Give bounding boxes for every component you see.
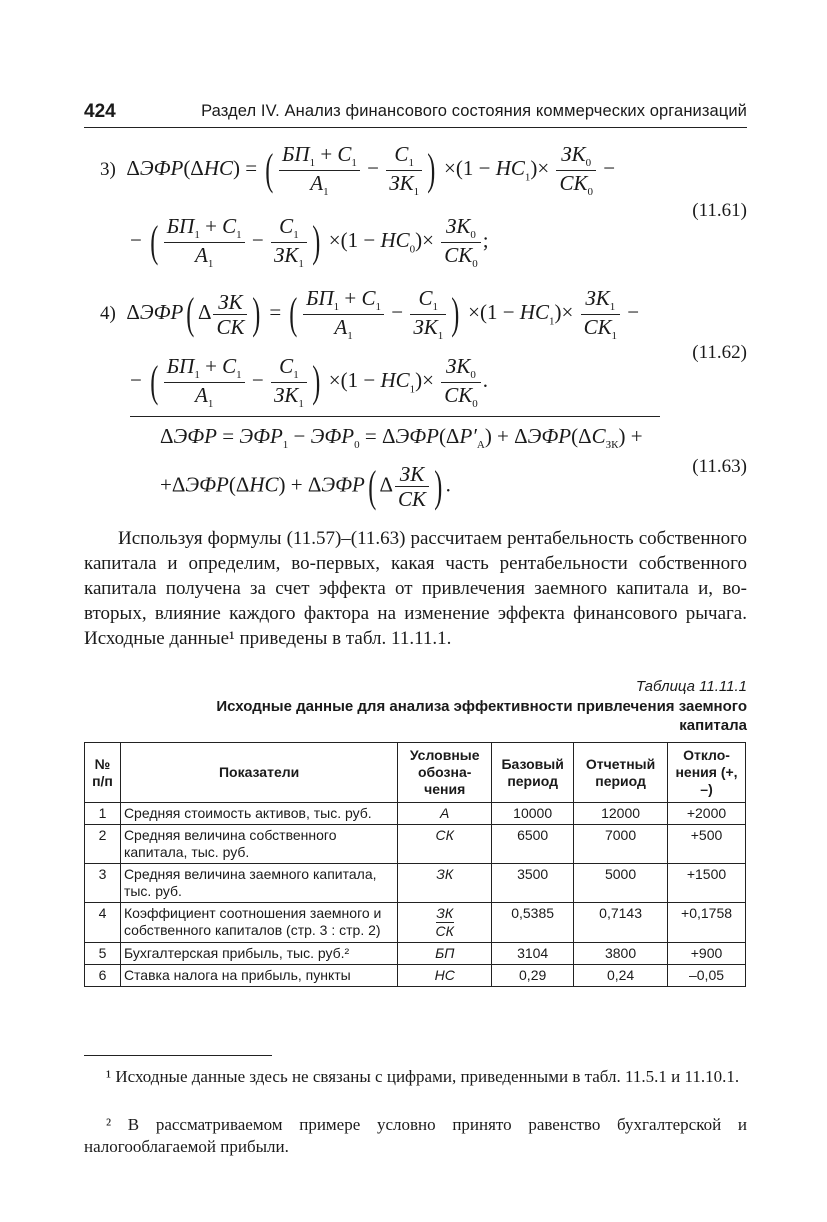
table-row [85, 825, 746, 864]
cell-symbol [398, 903, 492, 943]
cell-report: 5000 [574, 864, 668, 903]
cell-indicator: Средняя стоимость активов, тыс. руб. [120, 803, 397, 825]
cell-symbol: СК [398, 825, 492, 864]
table-title: Исходные данные для анализа эффективности привлечения заемного капитала [216, 698, 747, 734]
cell-symbol: ЗК [398, 864, 492, 903]
equation-number: (11.63) [692, 456, 747, 477]
page-number: 424 [84, 101, 116, 122]
column-header: Показатели [120, 743, 397, 803]
equation-11-62-line1: 4) ΔЭФР( Δ $\frac{ЗК}{СК}$ ) = ( $\frac{БП_1 + С_1}{А_1}$ − $\frac{С_1}{ЗК_1}$ ) $\times(1 - НС_1)\times$ $\frac{ЗК_1}{СК_1}$ − [100, 286, 640, 343]
footnote-1: ¹ Исходные данные здесь не связаны с цифрами, приведенными в табл. 11.5.1 и 11.10.1. [106, 1067, 740, 1086]
equation-11-63-line1: $\Delta ЭФР = ЭФР_1 - ЭФР_0 = \Delta ЭФР(\Delta Р'_А) + \Delta ЭФР(\Delta С_{ЗК})$ + [160, 424, 643, 452]
equation-label: 3) [100, 159, 116, 181]
cell-number: 2 [85, 825, 121, 864]
cell-base: 0,5385 [492, 903, 574, 943]
table-number: Таблица 11.11.1 [635, 678, 747, 695]
table-row [85, 864, 746, 903]
cell-report: 12000 [574, 803, 668, 825]
body-paragraph: Используя формулы (11.57)–(11.63) рассчитаем рентабельность собственного капитала и определим, во-первых, какая часть рентабельности собственного капитала получена за счет эффекта от привлечения заемного капитала и, во-вторых, влияние каждого фактора на изменение эффекта финансового рычага. Исходные данные¹ приведены в табл. 11.11.1. [84, 528, 747, 649]
symbol-fraction [436, 905, 454, 940]
table-row [85, 803, 746, 825]
cell-indicator: Средняя величина собственного капитала, тыс. руб. [120, 825, 397, 864]
data-table [84, 742, 746, 987]
cell-number: 6 [85, 965, 121, 987]
equation-label: 4) [100, 303, 116, 325]
column-header: Откло-нения (+, –) [668, 743, 746, 803]
cell-deviation: +0,1758 [668, 903, 746, 943]
cell-indicator: Ставка налога на прибыль, пункты [120, 965, 397, 987]
cell-symbol: БП [398, 943, 492, 965]
cell-number: 5 [85, 943, 121, 965]
cell-deviation: +500 [668, 825, 746, 864]
table-header-row [85, 743, 746, 803]
cell-indicator: Бухгалтерская прибыль, тыс. руб.² [120, 943, 397, 965]
column-header: Отчетный период [574, 743, 668, 803]
cell-base: 3104 [492, 943, 574, 965]
cell-symbol: НС [398, 965, 492, 987]
cell-report: 0,24 [574, 965, 668, 987]
equation-11-62-line2: − ( $\frac{БП_1 + С_1}{А_1}$ − $\frac{С_1}{ЗК_1}$ ) $\times(1 - НС_1)\times$ $\frac{ЗК_0}{СК_0}$ . [130, 354, 488, 411]
equation-separator [130, 416, 660, 417]
cell-base: 6500 [492, 825, 574, 864]
cell-indicator: Средняя величина заемного капитала, тыс. руб. [120, 864, 397, 903]
cell-base: 10000 [492, 803, 574, 825]
cell-report: 0,7143 [574, 903, 668, 943]
table-row [85, 903, 746, 943]
page-header [84, 97, 747, 128]
table-row [85, 943, 746, 965]
cell-deviation: +2000 [668, 803, 746, 825]
cell-deviation: –0,05 [668, 965, 746, 987]
table-row [85, 965, 746, 987]
running-title: Раздел IV. Анализ финансового состояния коммерческих организаций [201, 102, 747, 120]
cell-report: 7000 [574, 825, 668, 864]
cell-deviation: +1500 [668, 864, 746, 903]
fraction-numerator: ЗК [436, 905, 454, 921]
column-header: Базовый период [492, 743, 574, 803]
equation-11-63-line2: +ΔЭФР(ΔНС) + ΔЭФР( Δ $\frac{ЗК}{СК}$ ) . [160, 461, 451, 512]
fraction-denominator: СК [435, 923, 454, 939]
cell-number: 1 [85, 803, 121, 825]
cell-indicator: Коэффициент соотношения заемного и собственного капиталов (стр. 3 : стр. 2) [120, 903, 397, 943]
cell-base: 0,29 [492, 965, 574, 987]
footnote-separator [84, 1055, 272, 1056]
cell-report: 3800 [574, 943, 668, 965]
equation-number: (11.61) [692, 200, 747, 221]
equation-11-61-line1: 3) ΔЭФР(ΔНС) = ( $\frac{БП_1 + С_1}{А_1}$ − $\frac{С_1}{ЗК_1}$ ) $\times(1 - НС_1)\times$ $\frac{ЗК_0}{СК_0}$ − [100, 142, 616, 199]
equation-11-61-line2: − ( $\frac{БП_1 + С_1}{А_1}$ − $\frac{С_1}{ЗК_1}$ ) $\times(1 - НС_0)\times$ $\frac{ЗК_0}{СК_0}$ ; [130, 214, 489, 271]
cell-symbol: А [398, 803, 492, 825]
cell-deviation: +900 [668, 943, 746, 965]
footnote-2: ² В рассматриваемом примере условно принято равенство бухгалтерской и налогооблагаемой прибыли. [84, 1115, 747, 1156]
equation-number: (11.62) [692, 342, 747, 363]
cell-number: 3 [85, 864, 121, 903]
cell-number: 4 [85, 903, 121, 943]
cell-base: 3500 [492, 864, 574, 903]
column-header: № п/п [85, 743, 121, 803]
column-header: Условные обозна-чения [398, 743, 492, 803]
